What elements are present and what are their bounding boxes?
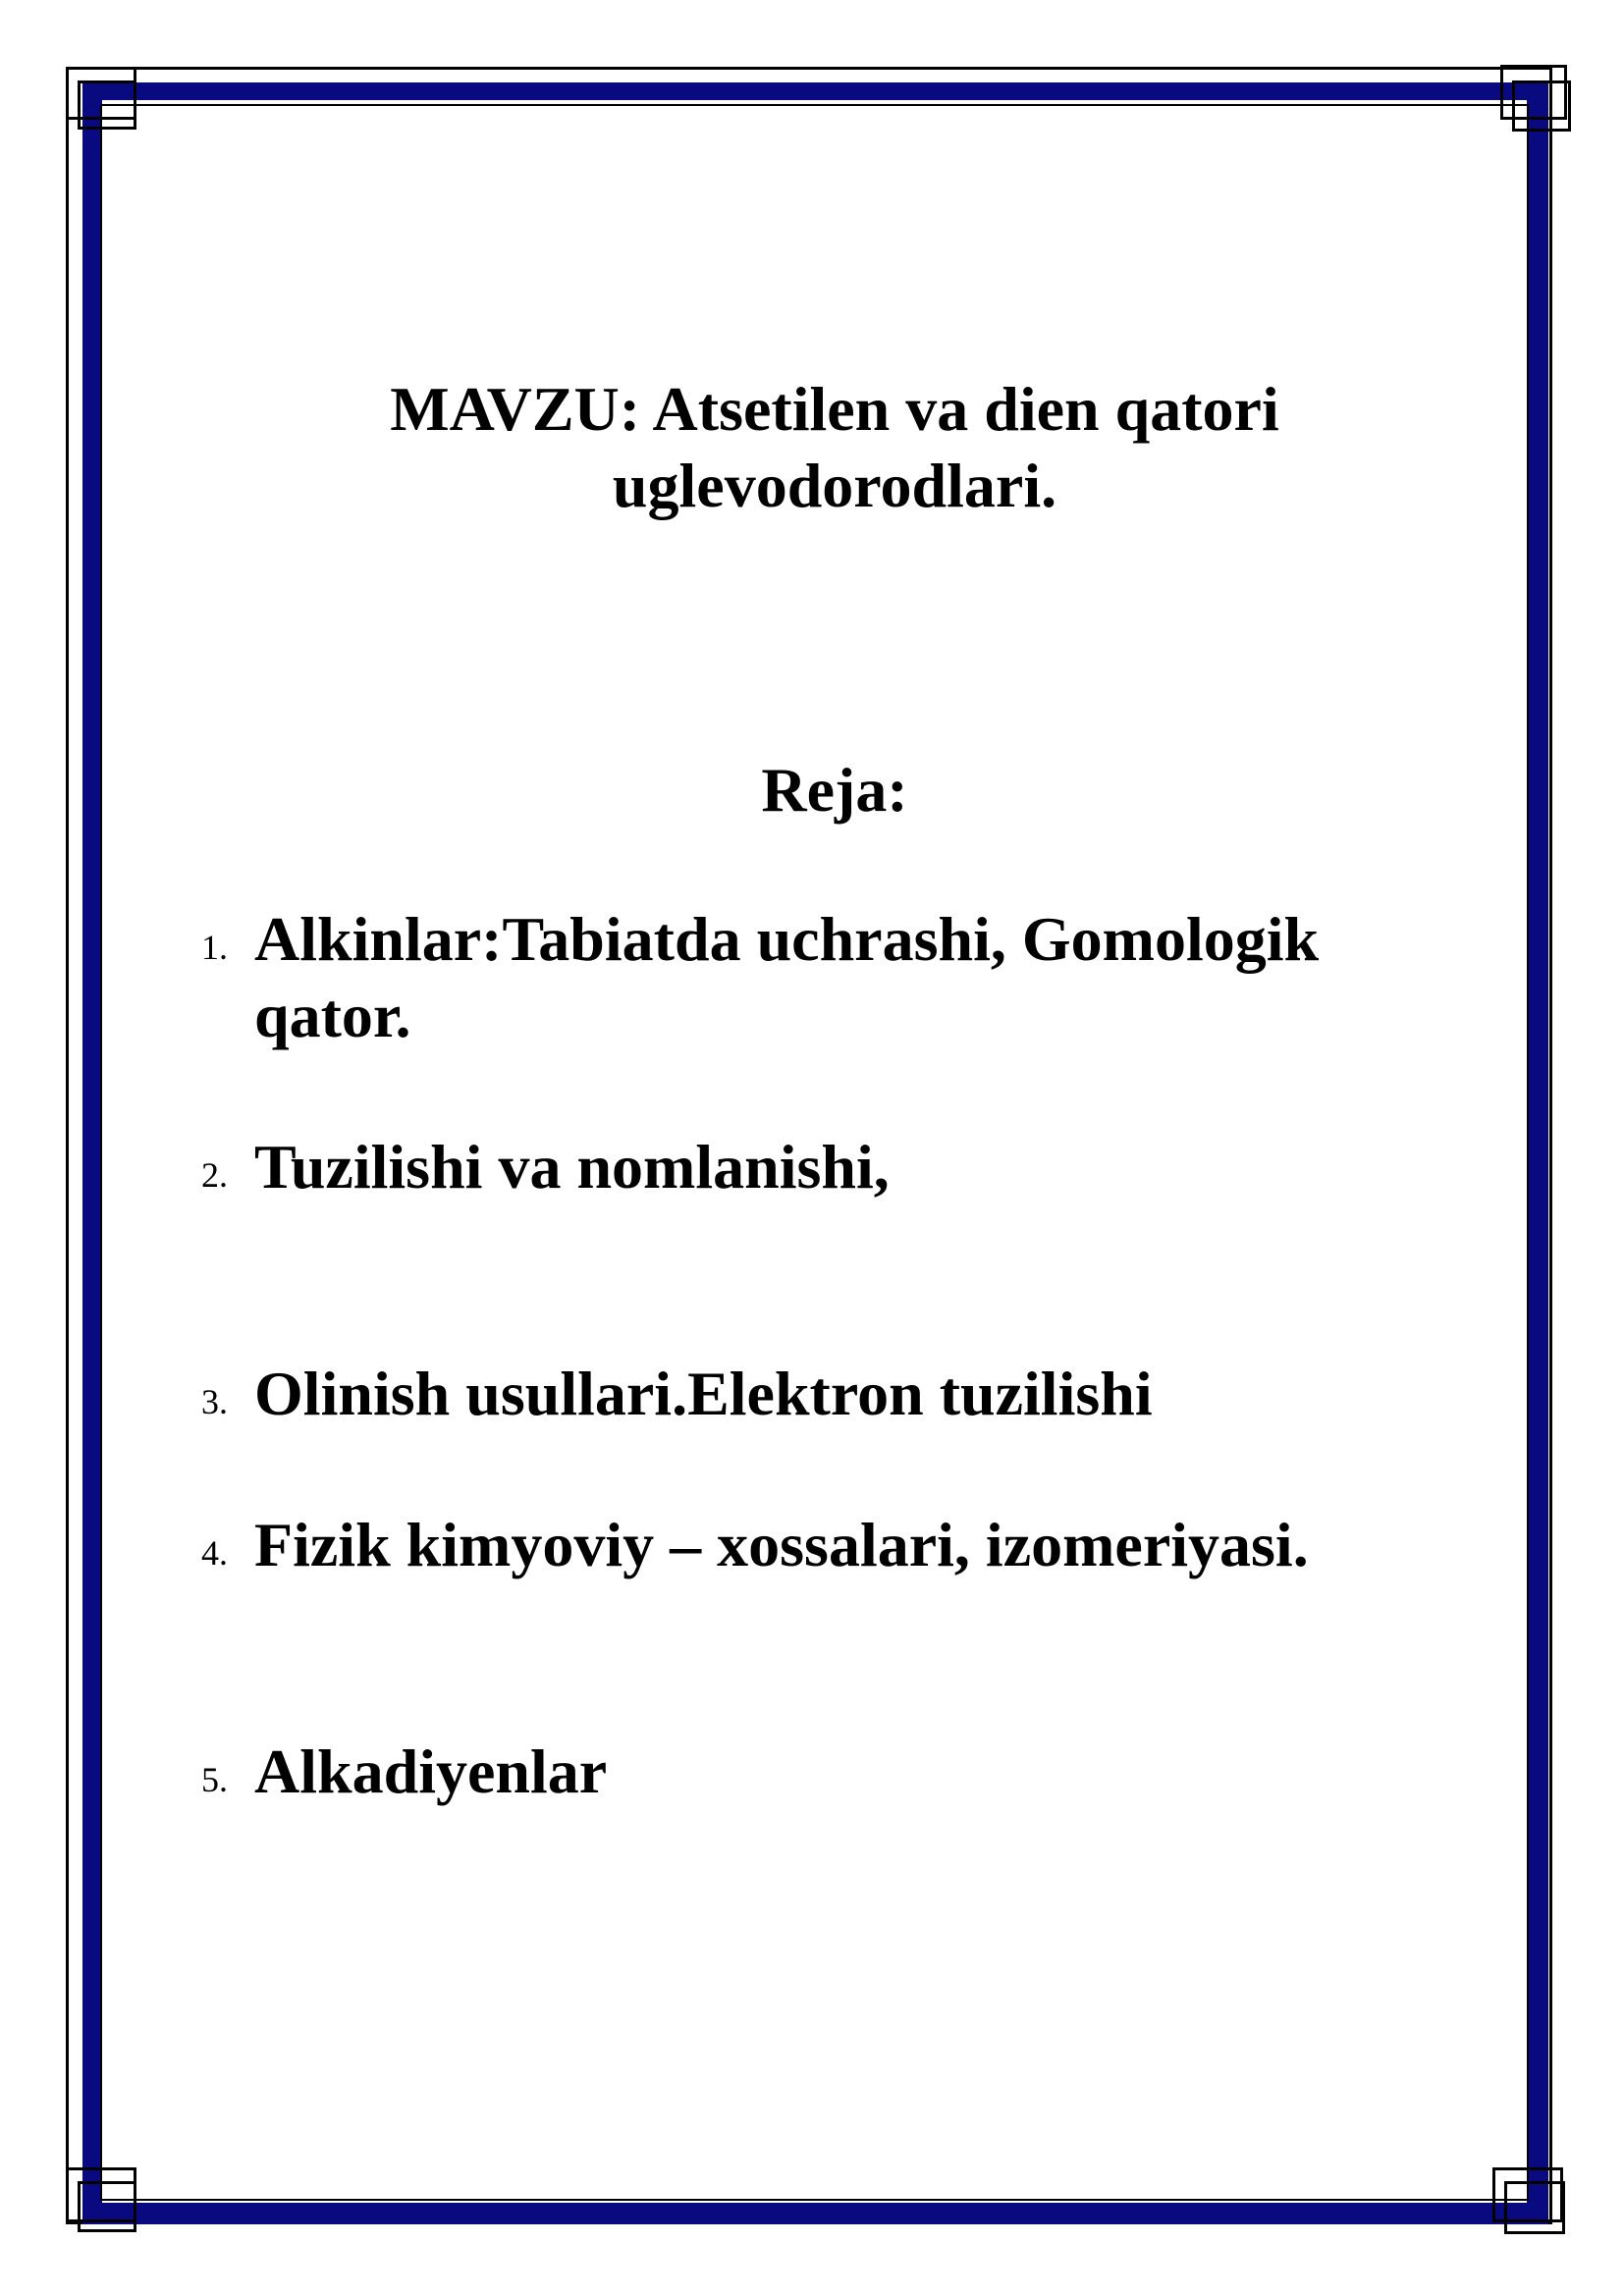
plan-item-text: Tuzilishi va nomlanishi, <box>254 1132 890 1201</box>
border-corner-bottom-right <box>1492 2167 1559 2234</box>
plan-item-1 <box>201 901 1409 1054</box>
plan-item-number: 4. <box>201 1533 228 1573</box>
plan-item-number: 2. <box>201 1155 228 1195</box>
plan-item-4 <box>201 1507 1409 1583</box>
border-corner-bottom-left <box>66 2167 133 2234</box>
plan-item-number: 3. <box>201 1382 228 1421</box>
plan-item-number: 5. <box>201 1760 228 1799</box>
document-title: MAVZU: Atsetilen va dien qatori uglevodorodlari. <box>390 374 1279 520</box>
border-corner-top-left <box>66 67 133 133</box>
plan-item-text: Alkadiyenlar <box>254 1736 608 1806</box>
plan-heading: Reja: <box>761 755 908 825</box>
plan-item-text: Alkinlar:Tabiatda uchrashi, Gomologik qator. <box>254 904 1320 1050</box>
plan-item-5 <box>201 1734 1409 1810</box>
plan-item-number: 1. <box>201 928 228 967</box>
border-corner-top-right <box>1500 65 1567 132</box>
plan-item-2 <box>201 1129 1409 1205</box>
plan-item-text: Fizik kimyoviy – xossalari, izomeriyasi. <box>254 1510 1309 1579</box>
plan-item-3 <box>201 1356 1409 1432</box>
plan-item-text: Olinish usullari.Elektron tuzilishi <box>254 1359 1153 1428</box>
